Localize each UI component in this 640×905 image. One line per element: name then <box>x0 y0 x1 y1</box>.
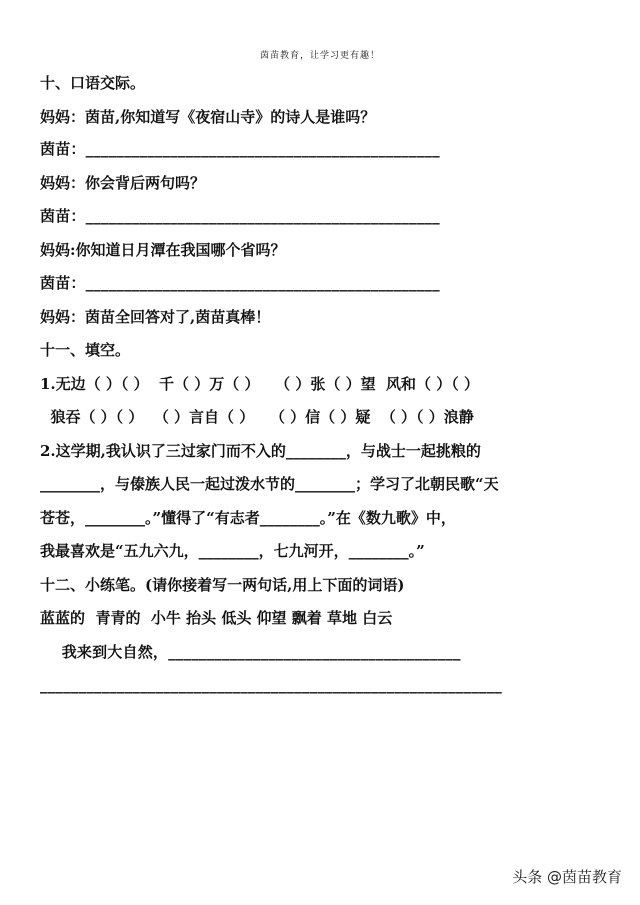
answer-line-2[interactable]: 茵苗：______________________________________________ <box>40 207 440 225</box>
page-header: 茵苗教育，让学习更有趣！ <box>259 51 380 61</box>
dialogue-q1: 妈妈：茵苗,你知道写《夜宿山寺》的诗人是谁吗？ <box>40 108 376 126</box>
fill-paragraph-line-3[interactable]: 苍苍，________。”懂得了“有志者________。”在《数九歌》中， <box>40 509 456 527</box>
answer-line-3[interactable]: 茵苗：______________________________________________ <box>40 274 440 292</box>
section11-title: 十一、填空。 <box>40 341 131 359</box>
idiom-row-2[interactable]: 狼吞（ ）（ ） （ ）言自（ ） （ ）信（ ）疑 （ ）（ ）浪静 <box>40 408 474 426</box>
fill-paragraph-line-2[interactable]: ________，与傣族人民一起过泼水节的________；学习了北朝民歌“天 <box>40 475 499 493</box>
word-list: 蓝蓝的 青青的 小牛 抬头 低头 仰望 飘着 草地 白云 <box>40 609 393 627</box>
answer-line-1[interactable]: 茵苗：______________________________________________ <box>40 140 440 158</box>
writing-line-2[interactable]: ____________________________________________________________ <box>40 676 502 694</box>
writing-line-1[interactable]: 我来到大自然，______________________________________ <box>40 643 461 661</box>
dialogue-q3: 妈妈:你知道日月潭在我国哪个省吗？ <box>40 241 286 259</box>
section10-title: 十、口语交际。 <box>40 74 146 92</box>
fill-paragraph-line-1[interactable]: 2.这学期,我认识了三过家门而不入的________，与战士一起挑粮的 <box>40 442 481 460</box>
dialogue-end: 妈妈：茵苗全回答对了,茵苗真棒！ <box>40 308 271 326</box>
section12-title: 十二、小练笔。(请你接着写一两句话,用上下面的词语) <box>40 576 405 594</box>
idiom-row-1[interactable]: 1.无边（ ）（ ） 千（ ）万（ ） （ ）张（ ）望 风和（ ）（ ） <box>40 375 479 393</box>
fill-paragraph-line-4[interactable]: 我最喜欢是“五九六九，________，七九河开，________。” <box>40 542 425 560</box>
dialogue-q2: 妈妈：你会背后两句吗？ <box>40 174 206 192</box>
watermark: 头条 @茵苗教育 <box>512 868 622 886</box>
